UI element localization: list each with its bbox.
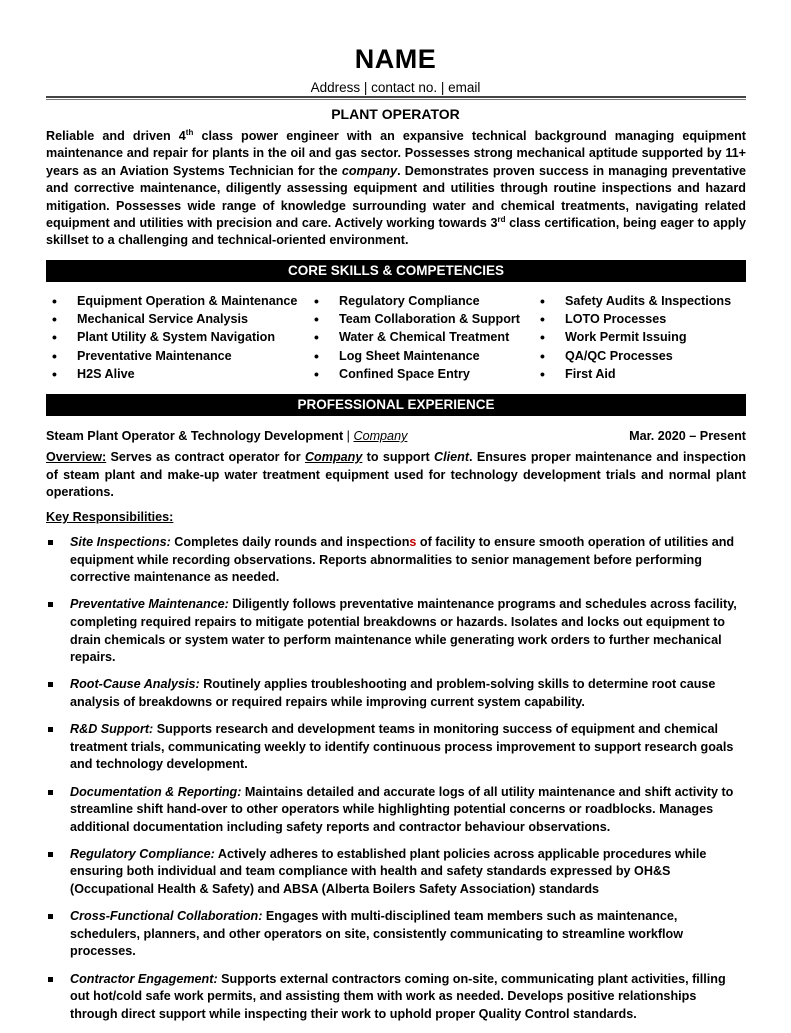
skills-column-1 [46, 292, 297, 383]
skill-item: • QA/QC Processes [534, 347, 731, 365]
position-separator: | [343, 429, 354, 443]
skill-item: • Equipment Operation & Maintenance [46, 292, 297, 310]
responsibility-item: Cross-Functional Collaboration: Engages with multi-disciplined team members such as maintenance, schedulers, planners, and other operators on site, consistently communicating to streamline workflow processes. [46, 908, 746, 961]
responsibility-item: Root-Cause Analysis: Routinely applies troubleshooting and problem-solving skills to determine root cause analysis of breakdowns or required repairs while improving current system capability. [46, 676, 746, 711]
position-header [46, 428, 746, 444]
responsibility-item: Regulatory Compliance: Actively adheres to established plant policies across applicable procedures while ensuring both individual and team compliance with health and safety standards expressed by OH&S (Occupational Health & Safety) and ABSA (Alberta Boilers Safety Association) standards [46, 846, 746, 899]
skill-item: • H2S Alive [46, 365, 297, 383]
professional-summary: Reliable and driven 4th class power engineer with an expansive technical background managing equipment maintenance and repair for plants in the oil and gas sector. Possesses strong mechanical aptitude supported by 11+ years as an Aviation Systems Technician for the company. Demonstrates proven success in managing preventative and corrective maintenance, diligently assessing equipment and utilities through routine inspections and hazard mitigation. Possesses wide range of knowledge surrounding water and chemical treatments, navigating related equipment and utilities with precision and care. Actively working towards 3rd class certification, being eager to apply skillset to a challenging and technical-oriented environment. [46, 127, 746, 248]
skill-item: • Plant Utility & System Navigation [46, 328, 297, 346]
responsibility-item: R&D Support: Supports research and development teams in monitoring success of equipment and chemical treatment trials, communicating weekly to identify continuous process improvement to support research goals and technology development. [46, 721, 746, 774]
position-company: Company [353, 429, 408, 443]
skills-grid [46, 292, 746, 384]
position-overview: Overview: Serves as contract operator for Company to support Client. Ensures proper maintenance and inspection of steam plant and make-up water treatment equipment used for technology development trials and normal plant operations. [46, 450, 746, 500]
header-divider-thin [46, 99, 746, 100]
responsibility-item: Site Inspections: Completes daily rounds and inspections of facility to ensure smooth operation of utilities and equipment while recording observations. Reports abnormalities to senior management before performing corrective maintenance as needed. [46, 534, 746, 587]
skill-item: • Confined Space Entry [308, 365, 520, 383]
skill-item: • Regulatory Compliance [308, 292, 520, 310]
job-title: PLANT OPERATOR [331, 106, 460, 122]
position-title: Steam Plant Operator & Technology Development [46, 429, 344, 443]
skill-item: • Log Sheet Maintenance [308, 347, 520, 365]
position-dates: Mar. 2020 – Present [629, 429, 746, 443]
responsibilities-list [46, 534, 746, 1033]
skills-column-2 [308, 292, 520, 383]
skill-item: • Team Collaboration & Support [308, 310, 520, 328]
key-responsibilities-label: Key Responsibilities: [46, 510, 174, 524]
candidate-name: NAME [354, 44, 437, 74]
skills-column-3 [534, 292, 731, 383]
skill-item: • LOTO Processes [534, 310, 731, 328]
header-divider [46, 96, 746, 98]
contact-line: Address | contact no. | email [310, 80, 481, 95]
responsibility-item: Preventative Maintenance: Diligently follows preventative maintenance programs and schedules across facility, completing required repairs to mitigate potential breakdowns or hazards. Isolates and locks out equipment to drain chemicals or system water to perform maintenance while generating work orders to further mechanical repairs. [46, 596, 746, 666]
skill-item: • Mechanical Service Analysis [46, 310, 297, 328]
skill-item: • Safety Audits & Inspections [534, 292, 731, 310]
skills-section-heading: CORE SKILLS & COMPETENCIES [46, 260, 746, 282]
skill-item: • Work Permit Issuing [534, 328, 731, 346]
skill-item: • Water & Chemical Treatment [308, 328, 520, 346]
skill-item: • Preventative Maintenance [46, 347, 297, 365]
skill-item: • First Aid [534, 365, 731, 383]
experience-section-heading: PROFESSIONAL EXPERIENCE [46, 394, 746, 416]
responsibility-item: Documentation & Reporting: Maintains detailed and accurate logs of all utility maintenance and shift activity to streamline shift hand-over to other operators while highlighting potential concerns or roadblocks. Manages additional documentation including safety reports and contractor behaviour observations. [46, 784, 746, 837]
responsibility-item: Contractor Engagement: Supports external contractors coming on-site, communicating plant activities, filling out hot/cold safe work permits, and assisting them with work as needed. Develops positive relationships through direct support while inspecting their work to uphold proper Quality Control standards. [46, 971, 746, 1024]
